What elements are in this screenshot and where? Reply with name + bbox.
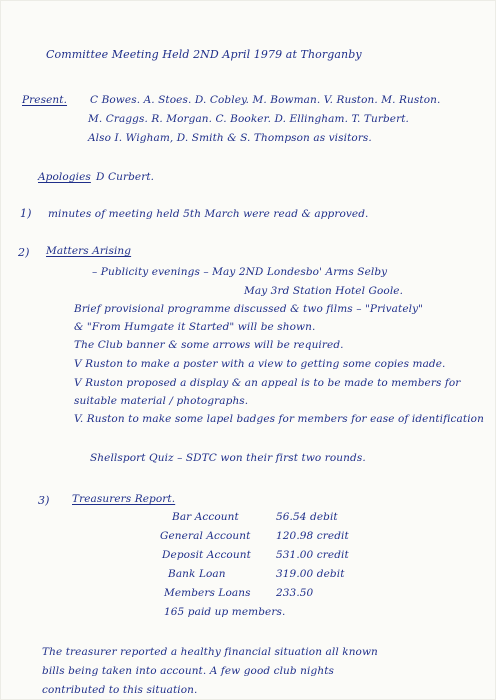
account-name: Bar Account — [172, 511, 239, 523]
account-name: Bank Loan — [168, 568, 226, 580]
matters-line: Brief provisional programme discussed & two films – "Privately" — [74, 303, 424, 315]
minutes-title: Committee Meeting Held 2ND April 1979 at Thorganby — [46, 48, 362, 61]
account-name: General Account — [160, 530, 251, 542]
account-value: 56.54 debit — [276, 511, 338, 523]
treasurer-summary-line: The treasurer reported a healthy financial situation all known — [42, 646, 378, 658]
account-name: Members Loans — [164, 587, 251, 599]
item-3-label: Treasurers Report. — [72, 493, 176, 505]
matters-line: V Ruston to make a poster with a view to getting some copies made. — [74, 358, 446, 370]
account-value: 531.00 credit — [276, 549, 349, 561]
quiz-line: Shellsport Quiz – SDTC won their first two rounds. — [90, 452, 366, 464]
matters-line: V Ruston proposed a display & an appeal is to be made to members for — [74, 377, 461, 389]
treasurer-summary-line: bills being taken into account. A few good club nights — [42, 665, 334, 677]
matters-line: & "From Humgate it Started" will be shown. — [74, 321, 316, 333]
item-1-text: minutes of meeting held 5th March were read & approved. — [48, 208, 369, 220]
matters-line: – Publicity evenings – May 2ND Londesbo' Arms Selby — [92, 266, 388, 278]
present-line-3: Also I. Wigham, D. Smith & S. Thompson as visitors. — [88, 132, 372, 144]
members-count: 165 paid up members. — [164, 606, 286, 618]
matters-line: suitable material / photographs. — [74, 395, 249, 407]
account-value: 120.98 credit — [276, 530, 349, 542]
present-label: Present. — [22, 94, 68, 106]
item-1-number: 1) — [20, 207, 32, 220]
matters-line: The Club banner & some arrows will be required. — [74, 339, 344, 351]
item-2-label: Matters Arising — [46, 245, 132, 257]
item-2-number: 2) — [18, 246, 30, 259]
apologies-label: Apologies — [38, 171, 91, 183]
item-3-number: 3) — [38, 494, 50, 507]
matters-line: May 3rd Station Hotel Goole. — [244, 285, 404, 297]
present-line-2: M. Craggs. R. Morgan. C. Booker. D. Ellingham. T. Turbert. — [88, 113, 409, 125]
account-name: Deposit Account — [162, 549, 251, 561]
account-value: 233.50 — [276, 587, 314, 599]
treasurer-summary-line: contributed to this situation. — [42, 684, 198, 696]
present-line-1: C Bowes. A. Stoes. D. Cobley. M. Bowman. V. Ruston. M. Ruston. — [90, 94, 441, 106]
account-value: 319.00 debit — [276, 568, 345, 580]
matters-line: V. Ruston to make some lapel badges for members for ease of identification — [74, 413, 484, 425]
apologies-text: D Curbert. — [96, 171, 155, 183]
